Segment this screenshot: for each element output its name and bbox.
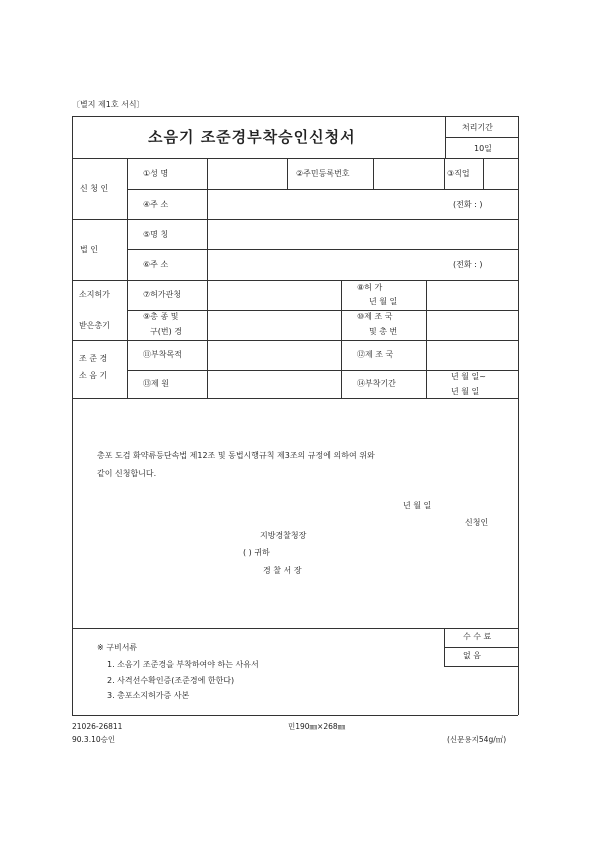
applicant-group-label: 신 청 인	[80, 184, 109, 193]
license-date-label-1: ⑧허 가	[357, 283, 383, 292]
statement-line-2: 같이 신청합니다.	[97, 469, 157, 478]
frame-line	[445, 137, 518, 138]
scope-group-label-line2: 소 음 기	[79, 371, 108, 380]
applicant-phone-label: (전화 : )	[453, 200, 483, 209]
statement-applicant: 신청인	[465, 518, 489, 527]
footer-code: 21026-26811	[72, 722, 123, 731]
maker-label-2: 및 총 번	[369, 327, 398, 336]
frame-line	[72, 116, 518, 117]
recipient-line: ( ) 귀하	[243, 548, 270, 557]
document-item-1: 1. 소음기 조준경을 부착하여야 하는 사유서	[107, 660, 259, 669]
license-group-label-line1: 소지허가	[79, 290, 110, 299]
period-value-2: 년 월 일	[451, 387, 480, 396]
corporation-group-label: 법 인	[80, 245, 98, 254]
footer-approval: 90.3.10승인	[72, 735, 116, 744]
frame-line	[444, 666, 518, 667]
document-item-2: 2. 사격선수확인증(조준경에 한한다)	[107, 676, 235, 685]
frame-line	[72, 340, 518, 341]
applicant-name-label: ①성 명	[143, 169, 169, 178]
gun-type-label-2: 구(번) 경	[150, 327, 182, 336]
frame-line	[72, 398, 518, 399]
form-title: 소음기 조준경부착승인신청서	[148, 128, 356, 146]
license-date-label-2: 년 월 일	[369, 297, 398, 306]
applicant-id-label: ②주민등록번호	[296, 169, 350, 178]
processing-period-value: 10일	[474, 144, 492, 153]
frame-line	[426, 280, 427, 398]
processing-period-label: 처리기간	[462, 123, 493, 132]
recipient-regional: 지방경찰청장	[260, 531, 307, 540]
footer-size: 민190㎜×268㎜	[288, 722, 346, 731]
frame-line	[444, 158, 445, 189]
frame-line	[72, 219, 518, 220]
frame-line	[72, 280, 518, 281]
fee-value: 없 음	[463, 651, 481, 660]
license-group-label-line2: 받은총기	[79, 321, 110, 330]
country-label: ⑫제 조 국	[357, 350, 394, 359]
frame-line	[127, 158, 128, 398]
statement-line-1: 총포 도검 화약류등단속법 제12조 및 동법시행규칙 제3조의 규정에 의하여 위와	[97, 451, 375, 460]
frame-line	[127, 189, 518, 190]
statement-date: 년 월 일	[403, 501, 432, 510]
frame-line	[127, 310, 518, 311]
frame-line	[444, 647, 518, 648]
corporation-address-label: ⑥주 소	[143, 260, 169, 269]
recipient-station: 경 찰 서 장	[263, 566, 302, 575]
license-office-label: ⑦허가관청	[143, 290, 182, 299]
frame-line	[72, 158, 518, 159]
maker-label-1: ⑩제 조 국	[357, 312, 393, 321]
frame-line	[72, 116, 73, 715]
gun-type-label-1: ⑨총 종 및	[143, 312, 179, 321]
frame-line	[207, 158, 208, 398]
frame-line	[483, 158, 484, 189]
corporation-phone-label: (전화 : )	[453, 260, 483, 269]
frame-line	[127, 370, 518, 371]
document-item-3: 3. 총포소지허가증 사본	[107, 691, 190, 700]
frame-line	[341, 280, 342, 398]
frame-line	[287, 158, 288, 189]
frame-line	[72, 715, 518, 716]
frame-line	[373, 158, 374, 189]
corporation-name-label: ⑤명 칭	[143, 230, 169, 239]
form-code: 〔별지 제1호 서식〕	[72, 100, 145, 109]
applicant-job-label: ③직업	[447, 169, 470, 178]
footer-paper: (신문용지54g/㎡)	[447, 735, 507, 744]
scope-group-label-line1: 조 준 경	[79, 354, 108, 363]
frame-line	[72, 628, 518, 629]
documents-header: ※ 구비서류	[97, 643, 138, 652]
fee-label: 수 수 료	[463, 632, 492, 641]
frame-line	[127, 249, 518, 250]
frame-line	[518, 116, 519, 715]
period-value-1: 년 월 일~	[451, 372, 486, 381]
purpose-label: ⑪부착목적	[143, 350, 182, 359]
period-label: ⑭부착기간	[357, 379, 396, 388]
spec-label: ⑬제 원	[143, 379, 169, 388]
applicant-address-label: ④주 소	[143, 200, 169, 209]
